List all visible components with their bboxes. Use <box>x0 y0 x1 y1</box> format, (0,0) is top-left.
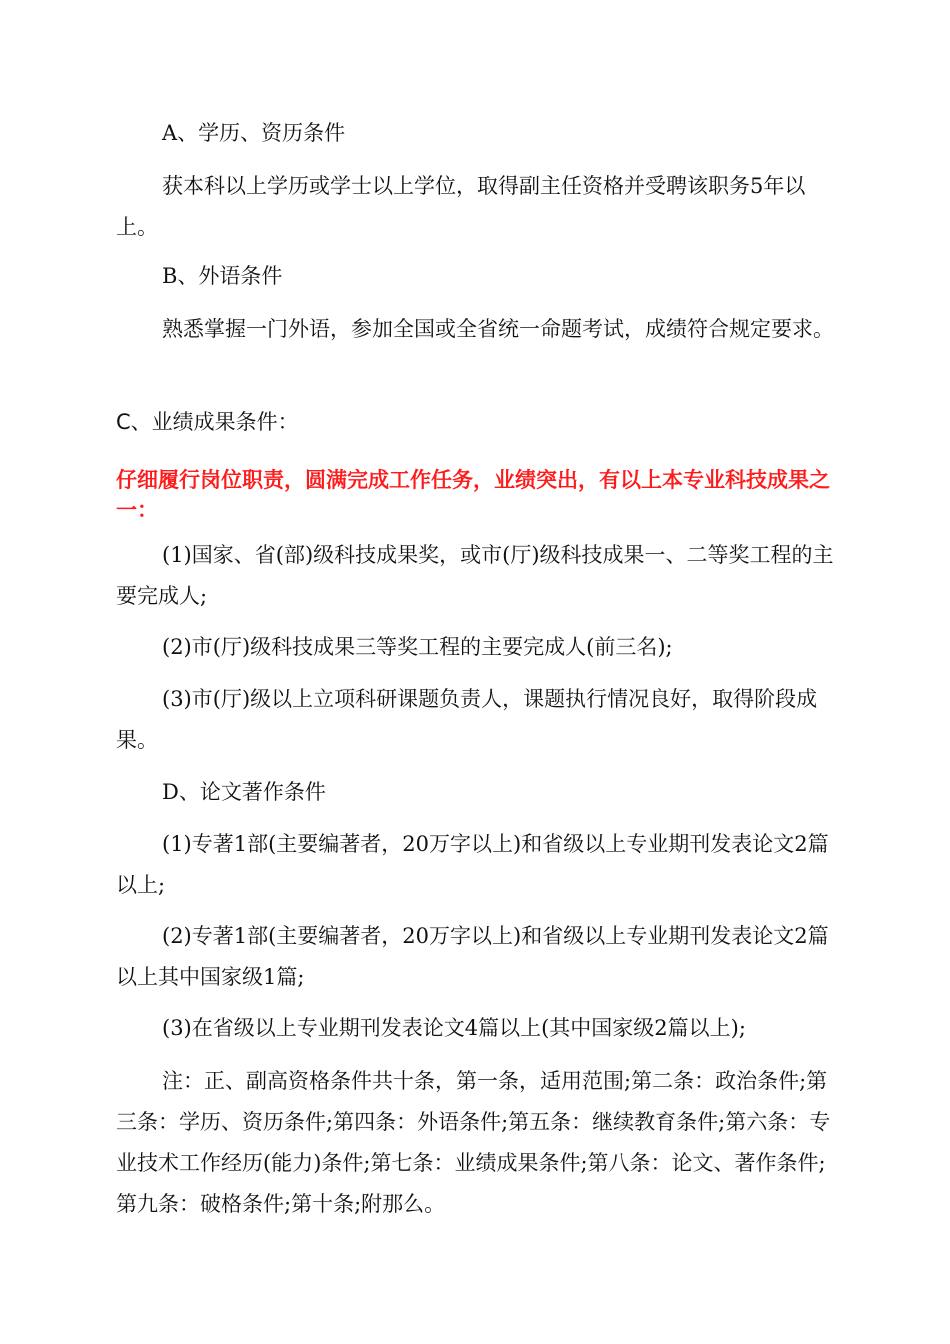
section-d-item-3: (3)在省级以上专业期刊发表论文4篇以上(其中国家级2篇以上); <box>162 1016 746 1040</box>
section-d-heading: D、论文著作条件 <box>162 780 326 804</box>
section-b-heading: B、外语条件 <box>162 264 283 288</box>
section-a-body: 获本科以上学历或学士以上学位，取得副主任资格并受聘该职务5年以上。 <box>116 174 806 239</box>
section-d-item-1: (1)专著1部(主要编著者，20万字以上)和省级以上专业期刊发表论文2篇以上; <box>116 832 829 897</box>
section-c-item-1: (1)国家、省(部)级科技成果奖，或市(厅)级科技成果一、二等奖工程的主要完成人; <box>116 543 834 608</box>
note-paragraph: 注：正、副高资格条件共十条，第一条，适用范围;第二条：政治条件;第三条：学历、资历条件;第四条：外语条件;第五条：继续教育条件;第六条：专业技术工作经历(能力)条件;第七条：业绩成果条件;第八条：论文、著作条件;第九条：破格条件;第十条;附那么。 <box>116 1069 831 1216</box>
section-c-highlight: 仔细履行岗位职责，圆满完成工作任务，业绩突出，有以上本专业科技成果之一： <box>116 468 830 522</box>
section-d-item-2: (2)专著1部(主要编著者，20万字以上)和省级以上专业期刊发表论文2篇以上其中国家级1篇; <box>116 924 829 989</box>
section-a-heading: A、学历、资历条件 <box>162 121 346 145</box>
section-c-heading: C、业绩成果条件： <box>116 410 299 434</box>
section-b-body: 熟悉掌握一门外语，参加全国或全省统一命题考试，成绩符合规定要求。 <box>162 317 834 341</box>
section-c-item-2: (2)市(厅)级科技成果三等奖工程的主要完成人(前三名); <box>162 635 673 659</box>
section-c-item-3: (3)市(厅)级以上立项科研课题负责人，课题执行情况良好，取得阶段成果。 <box>116 687 818 752</box>
